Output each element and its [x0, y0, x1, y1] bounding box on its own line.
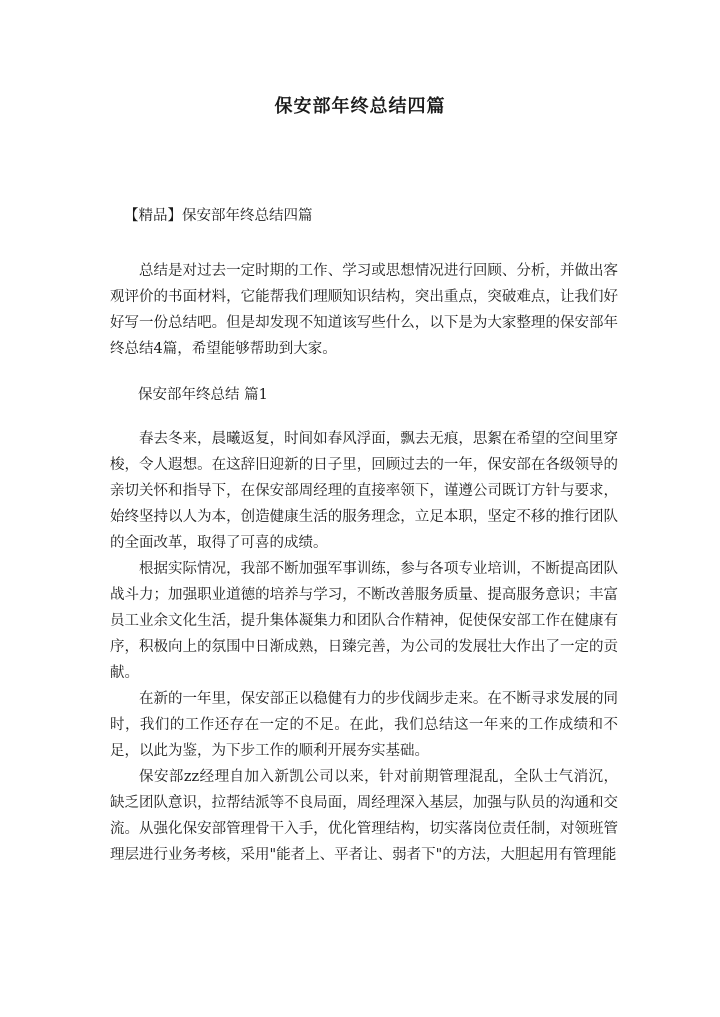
body-paragraph-2: 根据实际情况，我部不断加强军事训练，参与各项专业培训，不断提高团队战斗力；加强职业道德的培养与学习，不断改善服务质量、提高服务意识；丰富员工业余文化生活，提升集体凝集力和团队合作精神，促使保安部工作在健康有序，积极向上的氛围中日渐成熟，日臻完善，为公司的发展壮大作出了一定的贡献。 — [110, 561, 618, 681]
document-title: 保安部年终总结四篇 — [274, 96, 446, 117]
intro-paragraph: 总结是对过去一定时期的工作、学习或思想情况进行回顾、分析，并做出客观评价的书面材料，它能帮我们理顺知识结构，突出重点，突破难点，让我们好好写一份总结吧。但是却发现不知道该写些什么，以下是为大家整理的保安部年终总结4篇，希望能够帮助到大家。 — [110, 263, 618, 357]
document-subheading: 【精品】保安部年终总结四篇 — [124, 208, 313, 224]
section-title: 保安部年终总结 篇1 — [138, 387, 268, 403]
intro-section — [110, 258, 618, 362]
body-paragraph-4: 保安部zz经理自加入新凯公司以来，针对前期管理混乱，全队士气消沉，缺乏团队意识，拉帮结派等不良局面，周经理深入基层，加强与队员的沟通和交流。从强化保安部管理骨干入手，优化管理结构，切实落岗位责任制，对领班管理层进行业务考核，采用"能者上、平者让、弱者下"的方法，大胆起用有管理能 — [110, 769, 618, 863]
body-paragraph-1: 春去冬来，晨曦返复，时间如春风浮面，飘去无痕，思絮在希望的空间里穿梭，令人遐想。在这辞旧迎新的日子里，回顾过去的一年，保安部在各级领导的亲切关怀和指导下，在保安部周经理的直接率领下，谨遵公司既订方针与要求，始终坚持以人为本，创造健康生活的服务理念，立足本职，坚定不移的推行团队的全面改革，取得了可喜的成绩。 — [110, 431, 618, 551]
body-paragraph-3: 在新的一年里，保安部正以稳健有力的步伐阔步走来。在不断寻求发展的同时，我们的工作还存在一定的不足。在此，我们总结这一年来的工作成绩和不足，以此为鉴，为下步工作的顺利开展夯实基础。 — [110, 691, 618, 759]
section-body — [110, 426, 618, 868]
